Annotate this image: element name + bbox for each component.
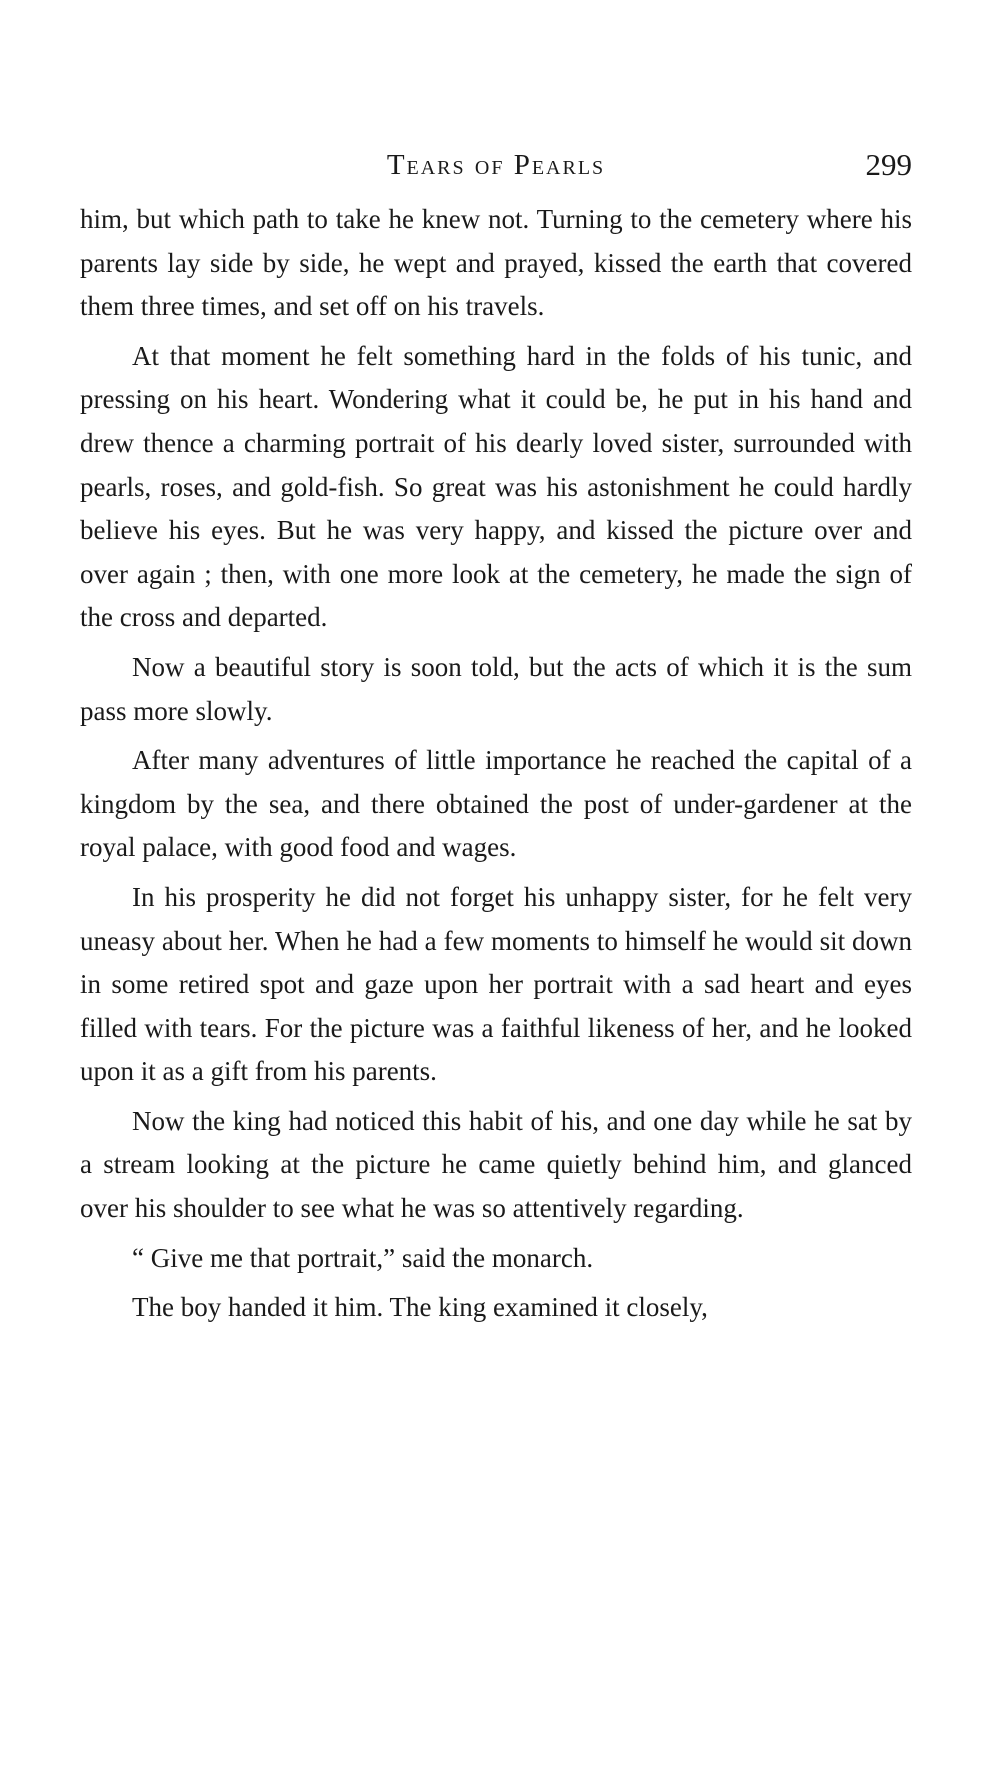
- paragraph: him, but which path to take he knew not. Turning to the cemetery where his parents lay side by side, he wept and prayed, kissed the earth that covered them three times, and set off on his travels.: [80, 204, 912, 322]
- running-title: Tears of Pearls: [386, 149, 606, 181]
- page-number: 299: [865, 147, 912, 182]
- paragraph: Now a beautiful story is soon told, but the acts of which it is the sum pass more slowly.: [80, 651, 912, 726]
- paragraph: After many adventures of little importance he reached the capital of a kingdom by the sea, and there obtained the post of under-gardener at the royal palace, with good food and wages.: [80, 745, 912, 863]
- paragraph: In his prosperity he did not forget his unhappy sister, for he felt very uneasy about her. When he had a few moments to himself he would sit down in some retired spot and gaze upon her portrait with a sad heart and eyes filled with tears. For the picture was a faithful likeness of her, and he looked upon it as a gift from his parents.: [80, 881, 912, 1087]
- paragraph: The boy handed it him. The king examined it closely,: [132, 1292, 708, 1323]
- paragraph: Now the king had noticed this habit of his, and one day while he sat by a stream looking at the picture he came quietly behind him, and glanced over his shoulder to see what he was so attentively regarding.: [80, 1105, 912, 1224]
- paragraph: “ Give me that portrait,” said the monarch.: [132, 1242, 594, 1273]
- paragraph: At that moment he felt something hard in the folds of his tunic, and pressing on his heart. Wondering what it could be, he put in his hand and drew thence a charming portrait of his dearly loved sister, surrounded with pearls, roses, and gold-fish. So great was his astonishment he could hardly believe his eyes. But he was very happy, and kissed the picture over and over again ; then, with one more look at the cemetery, he made the sign of the cross and departed.: [80, 340, 912, 633]
- body-text: [80, 198, 912, 1336]
- page-header: [80, 145, 912, 185]
